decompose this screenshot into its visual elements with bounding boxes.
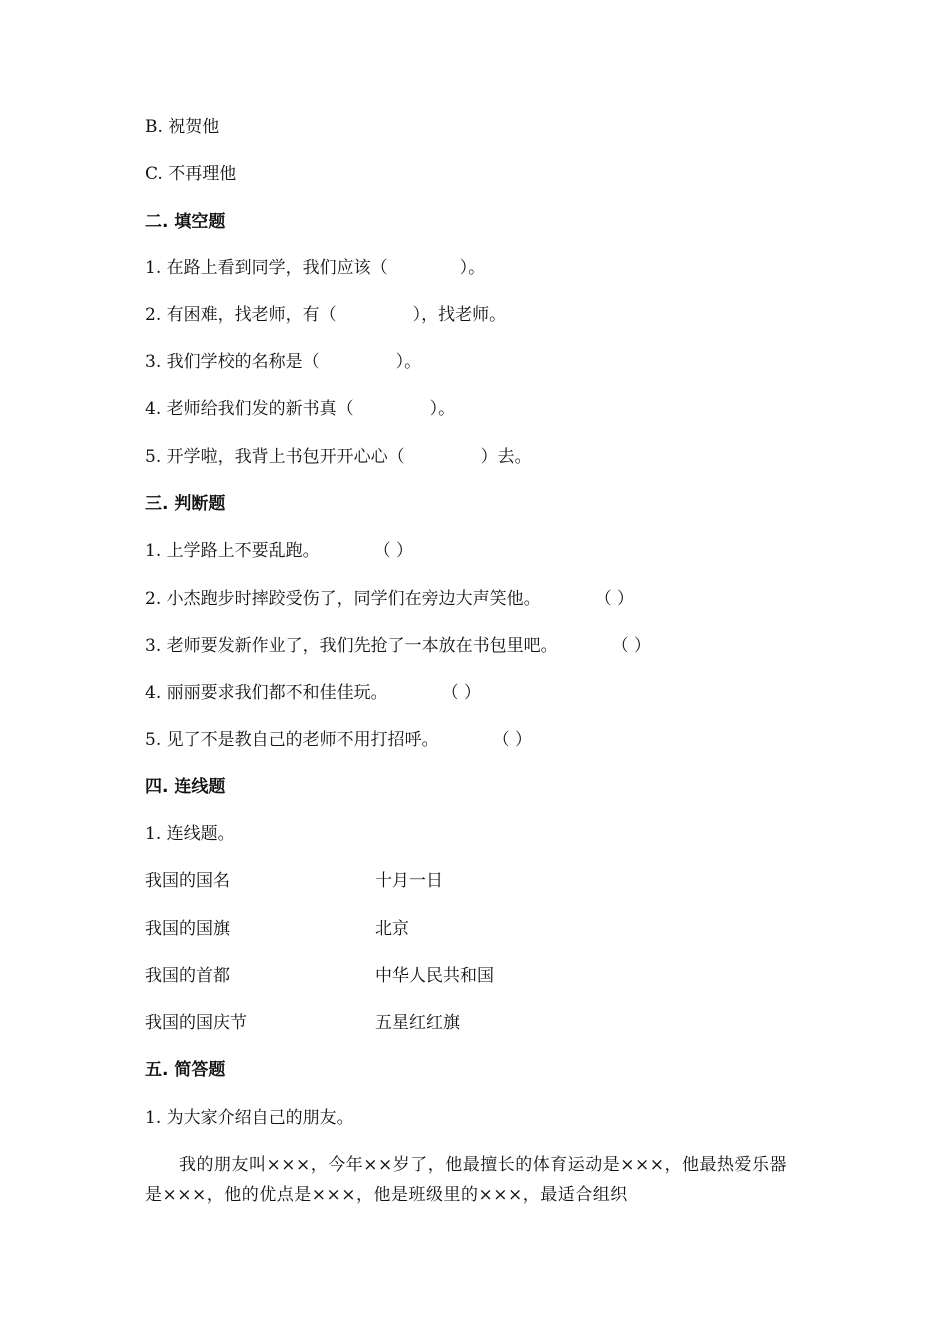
true-false-question-1	[145, 539, 413, 563]
question-text: 1. 在路上看到同学，我们应该（	[145, 258, 388, 278]
fill-blank-question-5	[145, 445, 532, 469]
question-text-after: ）。	[459, 258, 486, 278]
matching-left-item-4: 我国的国庆节	[145, 1013, 247, 1033]
question-text: 3. 老师要发新作业了，我们先抢了一本放在书包里吧。	[145, 636, 558, 656]
fill-blank-question-1	[145, 256, 485, 280]
section-heading-short-answer: 五. 简答题	[145, 1060, 226, 1080]
question-text: 5. 开学啦，我背上书包开开心心（	[145, 447, 405, 467]
fill-blank-question-3	[145, 350, 421, 374]
question-text-after: ），找老师。	[412, 305, 507, 325]
section-heading-matching: 四. 连线题	[145, 777, 226, 797]
answer-bracket: （ ）	[611, 636, 652, 656]
matching-left-item-1: 我国的国名	[145, 871, 230, 891]
matching-left-item-3: 我国的首都	[145, 966, 230, 986]
question-text: 2. 有困难，找老师，有（	[145, 305, 337, 325]
true-false-question-4	[145, 681, 481, 705]
true-false-question-2	[145, 587, 634, 611]
question-text: 1. 上学路上不要乱跑。	[145, 541, 320, 561]
answer-bracket: （ ）	[594, 589, 635, 609]
true-false-question-5	[145, 728, 532, 752]
fill-blank-question-4	[145, 397, 455, 421]
matching-question: 1. 连线题。	[145, 824, 235, 844]
matching-left-item-2: 我国的国旗	[145, 919, 230, 939]
choice-option-c: C. 不再理他	[145, 164, 237, 184]
question-text: 2. 小杰跑步时摔跤受伤了，同学们在旁边大声笑他。	[145, 589, 541, 609]
short-answer-question: 1. 为大家介绍自己的朋友。	[145, 1108, 354, 1128]
matching-right-item-2: 北京	[375, 919, 409, 939]
question-text-after: ）。	[395, 352, 422, 372]
answer-bracket: （ ）	[492, 730, 533, 750]
matching-right-item-3: 中华人民共和国	[375, 966, 494, 986]
question-text: 4. 老师给我们发的新书真（	[145, 399, 354, 419]
fill-blank-question-2	[145, 303, 506, 327]
matching-right-item-4: 五星红红旗	[375, 1013, 460, 1033]
answer-bracket: （ ）	[441, 683, 482, 703]
matching-right-item-1: 十月一日	[375, 871, 443, 891]
question-text: 3. 我们学校的名称是（	[145, 352, 320, 372]
short-answer-paragraph: 我的朋友叫×××，今年××岁了，他最擅长的体育运动是×××，他最热爱乐器是×××，他的优点是×××，他是班级里的×××，最适合组织	[145, 1155, 787, 1205]
question-text-after: ）去。	[480, 447, 532, 467]
true-false-question-3	[145, 634, 651, 658]
question-text: 5. 见了不是教自己的老师不用打招呼。	[145, 730, 439, 750]
question-text: 4. 丽丽要求我们都不和佳佳玩。	[145, 683, 388, 703]
answer-bracket: （ ）	[373, 541, 414, 561]
section-heading-fill-blank: 二. 填空题	[145, 212, 226, 232]
question-text-after: ）。	[429, 399, 456, 419]
section-heading-true-false: 三. 判断题	[145, 494, 226, 514]
choice-option-b: B. 祝贺他	[145, 117, 220, 137]
